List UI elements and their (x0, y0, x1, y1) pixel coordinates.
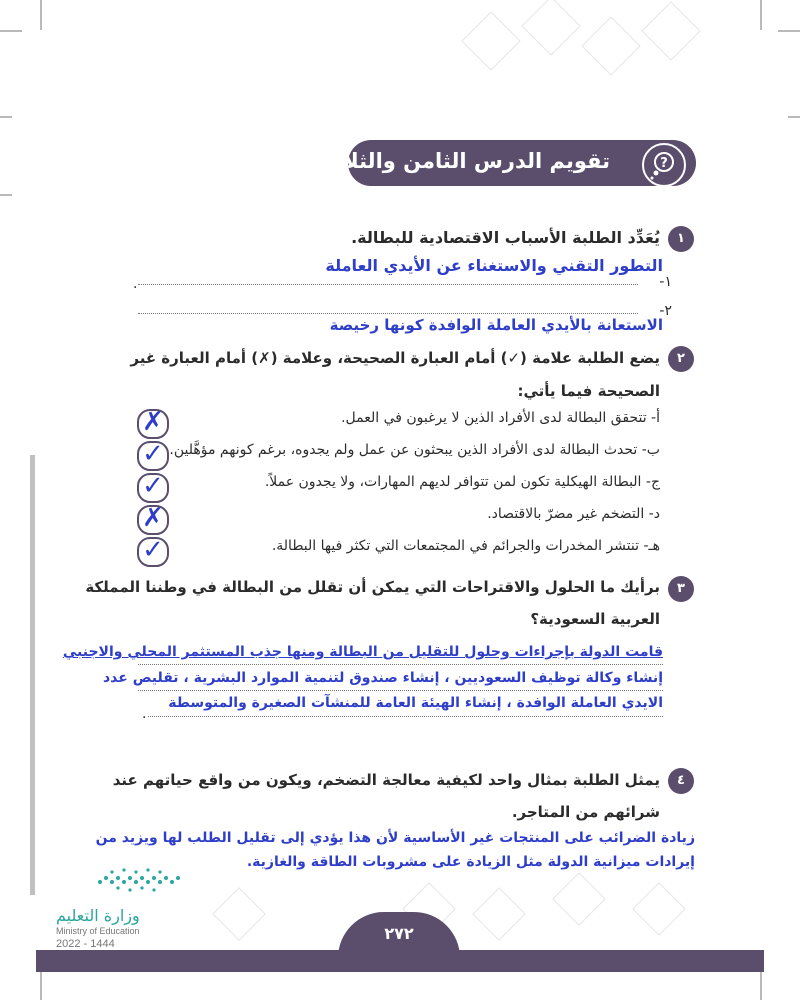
question-number-3: ٣ (668, 576, 694, 602)
q2-mark-c (137, 473, 169, 503)
crop-mark (760, 0, 762, 30)
crop-mark (788, 116, 800, 118)
svg-text:?: ? (660, 156, 668, 171)
question-2-text-line1: يضع الطلبة علامة (✓) أمام العبارة الصحيحة، وعلامة (✗) أمام العبارة غير (130, 349, 660, 367)
q2-statement-b: ب- تحدث البطالة لدى الأفراد الذين يبحثون عن عمل ولم يجدوه، برغم كونهم مؤهَّلين. (169, 442, 660, 458)
q2-mark-b (137, 441, 169, 471)
question-3-text-line2: العربية السعودية؟ (530, 610, 660, 628)
q1-end-dot: . (133, 276, 138, 292)
decor-diamond (521, 0, 580, 56)
q2-statement-d: د- التضخم غير مضرّ بالاقتصاد. (487, 506, 660, 522)
page-number: ٢٧٢ (384, 924, 414, 943)
q2-mark-d (137, 505, 169, 535)
check-icon: ✓ (142, 535, 164, 565)
check-icon: ✓ (142, 439, 164, 469)
crop-mark (0, 30, 22, 32)
crop-mark (0, 116, 12, 118)
q4-answer-line-2: إيرادات ميزانية الدولة مثل الزيادة على مشروبات الطاقة والغازية. (246, 854, 695, 870)
decor-diamond (581, 16, 640, 75)
ministry-name-ar: وزارة التعليم (56, 906, 140, 925)
q2-statement-a: أ- تتحقق البطالة لدى الأفراد الذين لا يرغبون في العمل. (341, 410, 660, 426)
decor-diamond (552, 872, 606, 926)
crop-mark (760, 972, 762, 1000)
q1-line2-prefix: ٢- (659, 303, 672, 319)
q1-answer-1: التطور التقني والاستغناء عن الأيدي العاملة (325, 256, 663, 275)
q1-answer-line-1 (138, 284, 638, 285)
crop-mark (778, 30, 800, 32)
question-number-4: ٤ (668, 768, 694, 794)
cross-icon: ✗ (142, 503, 164, 533)
q3-answer-line-3: الايدي العاملة الوافدة ، إنشاء الهيئة العامة للمنشآت الصغيرة والمتوسطة (168, 695, 663, 711)
ministry-logo-icon (94, 862, 186, 896)
question-4-text-line2: شرائهم من المتاجر. (511, 803, 660, 821)
margin-bar (30, 455, 35, 895)
ministry-name-en: Ministry of Education (56, 926, 140, 936)
q2-mark-a (137, 409, 169, 439)
q3-answer-line-1: قامت الدولة بإجراءات وحلول للتقليل من البطالة ومنها جذب المستثمر المحلي والاجنبي (62, 644, 663, 660)
crop-mark (40, 972, 42, 1000)
decor-diamond (632, 882, 686, 936)
decor-diamond (212, 887, 266, 941)
question-3-text-line1: برأيك ما الحلول والاقتراحات التي يمكن أن تقلل من البطالة في وطننا المملكة (85, 578, 660, 596)
question-2-text-line2: الصحيحة فيما يأتي: (517, 382, 660, 400)
q4-answer-line-1: زيادة الضرائب على المنتجات غير الأساسية لأن هذا يؤدي إلى تقليل الطلب لها ويزيد من (95, 830, 695, 846)
q3-dotted-line-1 (138, 664, 663, 665)
q1-answer-2: الاستعانة بالأيدي العاملة الوافدة كونها رخيصة (329, 316, 663, 334)
decor-diamond (472, 887, 526, 941)
crop-mark (40, 0, 42, 30)
cross-icon: ✗ (142, 407, 164, 437)
crop-mark (0, 194, 12, 196)
lesson-title-banner (307, 140, 696, 186)
decor-diamond (641, 1, 700, 60)
q3-answer-line-2: إنشاء وكالة توظيف السعوديين ، إنشاء صندوق لتنمية الموارد البشرية ، تقليص عدد (102, 670, 663, 686)
q2-statement-c: ج- البطالة الهيكلية تكون لمن تتوافر لديهم المهارات، ولا يجدون عملاً. (264, 474, 660, 490)
q3-end-dot: . (142, 706, 147, 722)
q3-dotted-line-2 (138, 690, 663, 691)
decor-diamond (461, 11, 520, 70)
question-number-2: ٢ (668, 346, 694, 372)
lesson-title: تقويم الدرس الثامن والثلاثين (307, 149, 610, 173)
q1-line1-prefix: ١- (659, 274, 672, 290)
question-number-1: ١ (668, 226, 694, 252)
q3-dotted-line-3 (148, 716, 663, 717)
question-1-text: يُعَدِّد الطلبة الأسباب الاقتصادية للبطالة. (351, 228, 660, 247)
question-bubble-icon (642, 143, 686, 187)
year-label: 2022 - 1444 (56, 938, 115, 950)
check-icon: ✓ (142, 471, 164, 501)
q2-statement-e: هـ- تنتشر المخدرات والجرائم في المجتمعات التي تكثر فيها البطالة. (271, 538, 660, 554)
question-4-text-line1: يمثل الطلبة بمثال واحد لكيفية معالجة التضخم، ويكون من واقع حياتهم عند (112, 771, 660, 789)
q1-answer-line-2 (138, 313, 638, 314)
q2-mark-e (137, 537, 169, 567)
